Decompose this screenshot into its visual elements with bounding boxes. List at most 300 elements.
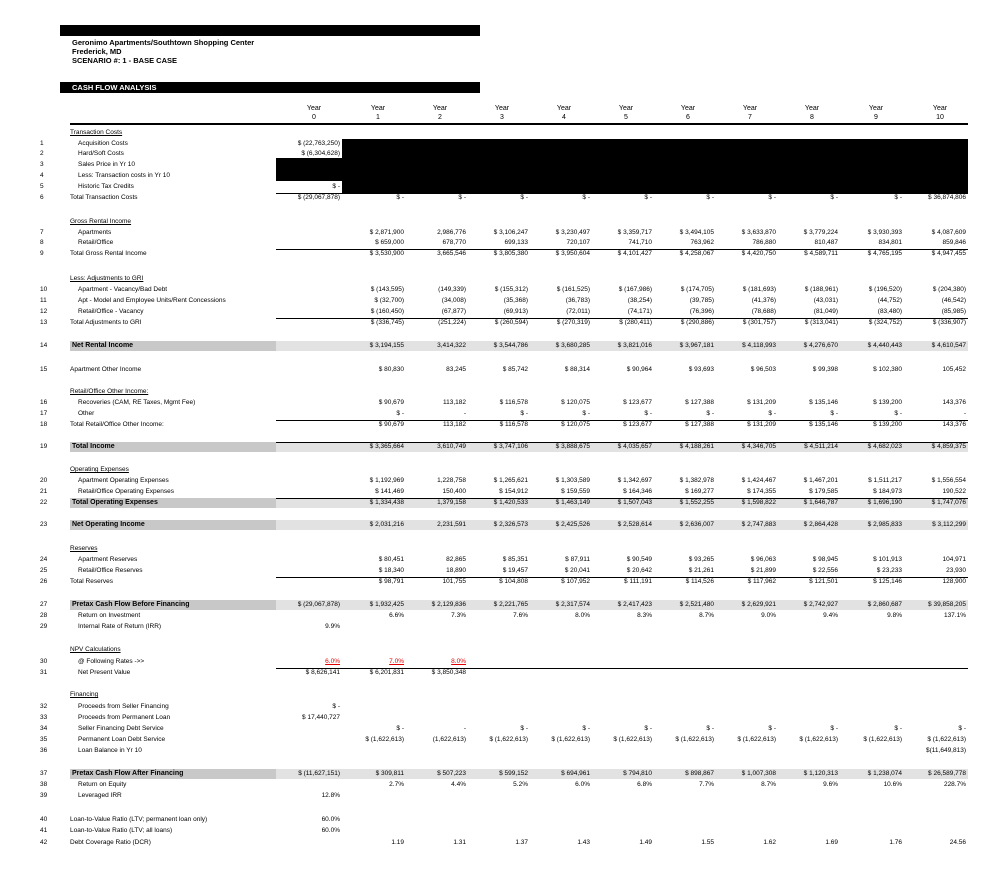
cell-year-4: $ (161,525) — [556, 286, 590, 293]
line-number: 39 — [40, 792, 48, 799]
cell-year-6: $ 2,636,007 — [679, 521, 714, 528]
line-number: 28 — [40, 612, 48, 619]
year-number: 9 — [874, 114, 878, 121]
cell-year-4: $ 1,463,149 — [555, 499, 590, 506]
line-number: 11 — [40, 297, 47, 304]
cell-year-7: $ 3,633,870 — [741, 229, 776, 236]
cell-year-10: $ 1,747,076 — [931, 499, 966, 506]
cell-year-0: $ 17,440,727 — [302, 714, 340, 721]
row-label: Apartments — [78, 229, 112, 236]
year-header — [544, 104, 584, 122]
cell-year-5: $ 20,642 — [626, 567, 652, 574]
cell-year-7: 1.62 — [763, 839, 776, 846]
year-number: 1 — [376, 114, 380, 121]
cell-year-2: 678,770 — [442, 239, 466, 246]
row-label: Total Transaction Costs — [70, 194, 138, 201]
cell-year-3: $ 599,152 — [499, 770, 528, 777]
cell-year-9: $ 139,200 — [873, 399, 902, 406]
cell-year-3: $ 2,221,765 — [493, 601, 528, 608]
cell-year-1: $ 3,194,155 — [369, 342, 404, 349]
year-header — [606, 104, 646, 122]
scenario-label: SCENARIO #: 1 - BASE CASE — [72, 56, 178, 65]
line-number: 17 — [40, 410, 48, 417]
cell-year-3: 7.6% — [513, 612, 528, 619]
line-number: 12 — [40, 308, 48, 315]
cell-year-2: 113,182 — [442, 421, 466, 428]
line-number: 18 — [40, 421, 48, 428]
year-number: 6 — [686, 114, 690, 121]
row-label: Total Reserves — [70, 578, 113, 585]
cell-year-9: $ 3,930,393 — [867, 229, 902, 236]
cell-year-2: $ - — [458, 194, 466, 201]
cell-year-10: 105,452 — [942, 366, 966, 373]
cell-year-1: $ (143,595) — [370, 286, 404, 293]
npv-value: $ 6,201,831 — [369, 669, 404, 676]
line-number: 21 — [40, 488, 48, 495]
cell-year-1: $ - — [396, 410, 404, 417]
section-heading: Financing — [70, 691, 99, 698]
year-number: 0 — [312, 114, 316, 121]
row-label: Return on Investment — [78, 612, 141, 619]
row-label: Proceeds from Permanent Loan — [78, 714, 171, 721]
line-number: 23 — [40, 521, 48, 528]
cell-year-8: $ 1,120,313 — [803, 770, 838, 777]
section-heading: Reserves — [70, 545, 98, 552]
cell-year-8: $ 135,146 — [809, 399, 838, 406]
cell-year-9: $ (196,520) — [868, 286, 902, 293]
total-underline — [276, 577, 968, 578]
cell-year-7: $ 131,209 — [747, 399, 776, 406]
row-label: Pretax Cash Flow Before Financing — [72, 601, 190, 608]
cell-year-10: $ 1,556,554 — [931, 477, 966, 484]
row-label: Other — [78, 410, 95, 417]
cell-year-4: $ 2,425,526 — [555, 521, 590, 528]
cell-year-5: $ - — [644, 410, 652, 417]
cell-year-3: (69,913) — [503, 308, 528, 315]
cell-year-9: $ 4,682,023 — [867, 443, 902, 450]
row-label: Retail/Office — [78, 239, 114, 246]
cell-year-5: $ (1,622,613) — [613, 736, 652, 743]
cell-year-9: $ 184,973 — [873, 488, 902, 495]
cell-year-4: $ 1,303,589 — [555, 477, 590, 484]
cell-year-1: $ 2,031,216 — [369, 521, 404, 528]
cell-year-9: $ (324,752) — [868, 319, 902, 326]
cell-year-10: 190,522 — [942, 488, 966, 495]
cell-year-8: $ (188,961) — [804, 286, 838, 293]
cell-year-8: $ (313,041) — [804, 319, 838, 326]
cell-year-3: $ 104,808 — [499, 578, 528, 585]
cell-year-0: 9.9% — [325, 623, 340, 630]
cell-year-6: $ 169,277 — [685, 488, 714, 495]
cell-year-9: $ - — [894, 194, 902, 201]
cell-year-4: $ 87,911 — [565, 556, 590, 563]
total-underline — [276, 420, 968, 421]
cell-year-8: $ - — [830, 194, 838, 201]
year-label: Year — [556, 105, 572, 112]
row-label: Return on Equity — [78, 781, 127, 788]
section-heading: Retail/Office Other Income: — [70, 388, 149, 395]
cell-year-10: 128,900 — [942, 578, 966, 585]
cell-year-7: (78,688) — [751, 308, 776, 315]
cell-year-3: $ 154,912 — [499, 488, 528, 495]
cell-year-2: - — [463, 410, 466, 417]
cell-year-7: $ (1,622,613) — [737, 736, 776, 743]
line-number: 22 — [40, 499, 48, 506]
cell-year-10: $ (336,907) — [932, 319, 966, 326]
cell-year-4: (36,783) — [565, 297, 590, 304]
cell-year-3: $ 116,578 — [499, 399, 528, 406]
line-number: 29 — [40, 623, 48, 630]
total-underline — [276, 318, 968, 319]
cell-year-0: $ (29,067,878) — [297, 194, 340, 201]
cell-year-7: $ 4,346,705 — [741, 443, 776, 450]
cell-year-8: $ 1,467,201 — [803, 477, 838, 484]
cell-year-2: 7.3% — [451, 612, 466, 619]
cell-year-8: $ 121,501 — [809, 578, 838, 585]
row-label: Permanent Loan Debt Service — [78, 736, 166, 743]
cell-year-8: $ 1,646,787 — [803, 499, 838, 506]
cell-year-5: 1.49 — [639, 839, 652, 846]
cell-year-5: $ 2,528,614 — [617, 521, 652, 528]
year-number: 4 — [562, 114, 566, 121]
cell-year-3: 699,133 — [504, 239, 528, 246]
cell-year-5: $ - — [644, 725, 652, 732]
cell-year-5: $ 3,821,016 — [617, 342, 652, 349]
cell-year-9: (83,480) — [877, 308, 902, 315]
cell-year-7: $ 1,007,308 — [741, 770, 776, 777]
cell-year-7: $ 21,899 — [750, 567, 776, 574]
row-label: Retail/Office Reserves — [78, 567, 143, 574]
cell-year-6: $ 3,494,105 — [679, 229, 714, 236]
row-label: Loan-to-Value Ratio (LTV; all loans) — [70, 827, 173, 834]
cell-year-6: $ 114,526 — [685, 578, 714, 585]
cell-year-2: $ 2,129,836 — [431, 601, 466, 608]
cell-year-9: $ 23,233 — [876, 567, 902, 574]
year-header — [420, 104, 460, 122]
cell-year-3: 1.37 — [515, 839, 528, 846]
cell-year-1: $ 1,192,969 — [369, 477, 404, 484]
cell-year-6: 1.55 — [701, 839, 714, 846]
cell-year-8: $ 4,276,670 — [803, 342, 838, 349]
row-label: Retail/Office Operating Expenses — [78, 488, 174, 495]
cell-year-5: 8.3% — [637, 612, 652, 619]
cell-year-3: $ 85,351 — [502, 556, 528, 563]
discount-rate: 7.0% — [389, 658, 404, 665]
cell-year-1: $ 309,811 — [375, 770, 404, 777]
row-label: Apartment - Vacancy/Bad Debt — [78, 286, 168, 293]
cell-year-9: $ (1,622,613) — [863, 736, 902, 743]
cell-year-6: $ (290,886) — [680, 319, 714, 326]
cell-year-1: $ 1,932,425 — [369, 601, 404, 608]
line-number: 2 — [40, 150, 44, 157]
cell-year-10: $ 4,087,609 — [931, 229, 966, 236]
cell-year-1: $ - — [396, 194, 404, 201]
discount-rate: 8.0% — [451, 658, 466, 665]
cell-year-10: $ (204,380) — [932, 286, 966, 293]
total-underline — [276, 498, 968, 499]
cell-year-1: $ 80,830 — [378, 366, 404, 373]
cell-year-4: $ 20,041 — [564, 567, 590, 574]
year-label: Year — [494, 105, 510, 112]
row-label: Total Gross Rental Income — [70, 250, 147, 257]
line-number: 41 — [40, 827, 48, 834]
year-number: 7 — [748, 114, 752, 121]
cell-year-9: 834,801 — [878, 239, 902, 246]
cell-year-9: $ - — [894, 725, 902, 732]
cell-year-1: $ 659,000 — [375, 239, 404, 246]
year-label: Year — [680, 105, 696, 112]
cell-year-5: (74,171) — [627, 308, 652, 315]
cell-year-9: $ 101,913 — [873, 556, 902, 563]
cell-year-8: (43,031) — [813, 297, 838, 304]
cell-year-2: (251,224) — [438, 319, 466, 326]
year-label: Year — [618, 105, 634, 112]
cell-year-2: 101,755 — [442, 578, 466, 585]
cell-year-2: (67,877) — [441, 308, 466, 315]
cell-year-4: 720,107 — [566, 239, 590, 246]
cell-year-8: 9.4% — [823, 612, 838, 619]
cell-year-4: $ 2,317,574 — [555, 601, 590, 608]
cell-year-5: $ 794,810 — [623, 770, 652, 777]
cell-year-4: $ 88,314 — [564, 366, 590, 373]
cell-year-1: $ 18,340 — [378, 567, 404, 574]
cell-year-2: (149,339) — [438, 286, 466, 293]
cell-year-6: $ - — [706, 194, 714, 201]
row-label: Historic Tax Credits — [78, 183, 134, 190]
year-number: 2 — [438, 114, 442, 121]
cell-year-6: $ 1,552,255 — [679, 499, 714, 506]
cell-year-7: $ 131,209 — [747, 421, 776, 428]
cell-year-5: $ 4,101,427 — [617, 250, 652, 257]
line-number: 26 — [40, 578, 48, 585]
cell-year-9: $ 102,380 — [873, 366, 902, 373]
cell-year-8: $ 98,945 — [812, 556, 838, 563]
cell-year-9: $ 2,860,687 — [867, 601, 902, 608]
cell-year-6: 7.7% — [699, 781, 714, 788]
year-number: 3 — [500, 114, 504, 121]
cell-year-6: (39,785) — [689, 297, 714, 304]
row-label: Internal Rate of Return (IRR) — [78, 623, 162, 630]
cell-year-8: $ 22,556 — [812, 567, 838, 574]
row-label: Loan Balance in Yr 10 — [78, 747, 142, 754]
cell-year-6: $ 4,258,067 — [679, 250, 714, 257]
cell-year-10: $ - — [958, 725, 966, 732]
cell-year-3: $ 2,326,573 — [493, 521, 528, 528]
row-label: Recoveries (CAM, RE Taxes, Mgmt Fee) — [78, 399, 196, 406]
row-label: Net Rental Income — [72, 342, 134, 349]
year-number: 5 — [624, 114, 628, 121]
cell-year-9: 1.76 — [889, 839, 902, 846]
line-number: 5 — [40, 183, 44, 190]
total-underline — [276, 442, 968, 443]
total-underline — [276, 249, 968, 250]
cell-year-7: $ 1,598,822 — [741, 499, 776, 506]
cell-year-7: $ - — [768, 410, 776, 417]
cell-year-1: $ (160,450) — [370, 308, 404, 315]
cell-year-4: $ (270,319) — [556, 319, 590, 326]
year-label: Year — [932, 105, 948, 112]
cell-year-8: $ 135,146 — [809, 421, 838, 428]
cell-year-3: $ 3,805,380 — [493, 250, 528, 257]
cell-year-8: $ 3,779,224 — [803, 229, 838, 236]
row-label: Total Retail/Office Other Income: — [70, 421, 164, 428]
section-heading: Less: Adjustments to GRI — [70, 275, 144, 282]
cell-year-4: $ 3,230,497 — [555, 229, 590, 236]
discount-rate: 6.0% — [325, 658, 340, 665]
cell-year-3: $ 85,742 — [502, 366, 528, 373]
cell-year-6: $ 3,967,181 — [679, 342, 714, 349]
cell-year-2: 18,890 — [446, 567, 466, 574]
section-heading: Transaction Costs — [70, 129, 123, 136]
cell-year-8: $ 99,398 — [812, 366, 838, 373]
cell-year-2: 1,379,158 — [437, 499, 466, 506]
line-number: 13 — [40, 319, 48, 326]
cell-year-10: - — [963, 410, 966, 417]
cell-year-5: $ 111,191 — [624, 578, 652, 585]
line-number: 9 — [40, 250, 44, 257]
cell-year-2: 113,182 — [442, 399, 466, 406]
cell-year-10: $ (1,622,613) — [927, 736, 966, 743]
line-number: 38 — [40, 781, 48, 788]
cell-year-3: $ (1,622,613) — [489, 736, 528, 743]
cell-year-4: $ 159,559 — [561, 488, 590, 495]
section-title: CASH FLOW ANALYSIS — [60, 82, 480, 93]
cell-year-2: $ 507,223 — [437, 770, 466, 777]
cell-year-3: $ - — [520, 194, 528, 201]
cell-year-9: $ 4,440,443 — [867, 342, 902, 349]
cell-year-6: $ 127,388 — [685, 399, 714, 406]
cell-year-9: $ 4,765,195 — [867, 250, 902, 257]
cell-year-4: $ - — [582, 725, 590, 732]
row-label: Proceeds from Seller Financing — [78, 703, 169, 710]
cell-year-0: $ (11,627,151) — [298, 770, 340, 777]
cell-year-1: $ 1,334,438 — [369, 499, 404, 506]
line-number: 35 — [40, 736, 48, 743]
cell-year-0: $ 8,626,141 — [305, 669, 340, 676]
year-header — [294, 104, 334, 122]
line-number: 30 — [40, 658, 48, 665]
cell-year-0: $ - — [332, 183, 340, 190]
line-number: 15 — [40, 366, 48, 373]
line-number: 24 — [40, 556, 48, 563]
row-label: Leveraged IRR — [78, 792, 122, 799]
line-number: 6 — [40, 194, 44, 201]
cell-year-6: $ 898,867 — [685, 770, 714, 777]
cell-year-5: $ 90,964 — [626, 366, 652, 373]
cell-year-6: $ 1,382,978 — [679, 477, 714, 484]
year-header — [358, 104, 398, 122]
cell-year-1: $ (336,745) — [370, 319, 404, 326]
row-label: Seller Financing Debt Service — [78, 725, 164, 732]
line-number: 19 — [40, 443, 48, 450]
cell-year-7: (41,376) — [751, 297, 776, 304]
year-header — [792, 104, 832, 122]
cell-year-10: 143,376 — [942, 421, 966, 428]
row-label: Total Adjustments to GRI — [70, 319, 142, 326]
cell-year-10: 137.1% — [943, 612, 966, 619]
header-bar — [60, 25, 480, 36]
cell-year-0: 60.0% — [321, 816, 340, 823]
cell-year-4: $ 120,075 — [561, 399, 590, 406]
line-number: 3 — [40, 161, 44, 168]
section-heading: Gross Rental Income — [70, 218, 132, 225]
cell-year-2: 2,986,776 — [437, 229, 466, 236]
row-label: Apartment Operating Expenses — [78, 477, 169, 484]
cell-year-5: $ (167,986) — [618, 286, 652, 293]
cell-year-10: 104,971 — [942, 556, 966, 563]
cell-year-10: 23,930 — [946, 567, 966, 574]
cell-year-8: $ 179,585 — [809, 488, 838, 495]
cell-year-5: $ 1,507,043 — [617, 499, 652, 506]
cell-year-4: 6.0% — [575, 781, 590, 788]
cell-year-9: $ 139,200 — [873, 421, 902, 428]
cell-year-4: (72,011) — [566, 308, 590, 315]
row-label: Retail/Office - Vacancy — [78, 308, 144, 315]
cell-year-6: $ 93,265 — [688, 556, 714, 563]
cell-year-2: 2,231,591 — [437, 521, 466, 528]
cell-year-10: 24.56 — [949, 839, 966, 846]
cell-year-9: $ - — [894, 410, 902, 417]
cell-year-2: 4.4% — [451, 781, 466, 788]
cell-year-4: $ 3,950,604 — [555, 250, 590, 257]
cell-year-2: 3,414,322 — [437, 342, 466, 349]
line-number: 31 — [40, 669, 48, 676]
cell-year-6: $ 4,188,261 — [679, 443, 714, 450]
cell-year-10: (85,985) — [941, 308, 966, 315]
year-label: Year — [306, 105, 322, 112]
year-header — [856, 104, 896, 122]
cell-year-3: $ 3,747,106 — [493, 443, 528, 450]
cell-year-0: $ (22,763,250) — [297, 140, 340, 147]
cell-year-6: $ - — [706, 725, 714, 732]
line-number: 16 — [40, 399, 48, 406]
cell-year-6: $ 2,521,480 — [679, 601, 714, 608]
cell-year-1: 6.6% — [389, 612, 404, 619]
cell-year-1: $ 98,791 — [378, 578, 404, 585]
cell-year-2: 3,610,749 — [437, 443, 466, 450]
cell-year-3: (35,368) — [503, 297, 528, 304]
redacted-block — [276, 158, 342, 181]
line-number: 4 — [40, 172, 44, 179]
cell-year-7: $ (181,693) — [742, 286, 776, 293]
line-number: 8 — [40, 239, 44, 246]
cell-year-8: $ - — [830, 725, 838, 732]
cell-year-8: (81,049) — [813, 308, 838, 315]
cell-year-9: $ 2,985,833 — [867, 521, 902, 528]
year-header — [668, 104, 708, 122]
cell-year-7: $ 2,747,883 — [741, 521, 776, 528]
property-location: Frederick, MD — [72, 47, 122, 56]
cell-year-8: $ - — [830, 410, 838, 417]
cell-year-7: $ 4,420,750 — [741, 250, 776, 257]
cell-year-0: $ (6,304,628) — [301, 150, 340, 157]
cell-year-8: 1.69 — [825, 839, 838, 846]
line-number: 20 — [40, 477, 48, 484]
year-number: 8 — [810, 114, 814, 121]
cell-year-6: $ 93,693 — [688, 366, 714, 373]
cell-year-4: $ 694,961 — [561, 770, 590, 777]
cell-year-2: (34,008) — [441, 297, 466, 304]
cell-year-7: $ 4,118,993 — [742, 342, 776, 349]
cell-year-7: $ 117,962 — [747, 578, 776, 585]
year-header — [482, 104, 522, 122]
cell-year-0: $ - — [332, 703, 340, 710]
cell-year-7: $ 1,424,467 — [741, 477, 776, 484]
cell-year-3: $ 116,578 — [499, 421, 528, 428]
cell-year-10: (46,542) — [941, 297, 966, 304]
row-label: @ Following Rates ->> — [78, 658, 145, 665]
cell-year-7: $ 2,629,921 — [741, 601, 776, 608]
